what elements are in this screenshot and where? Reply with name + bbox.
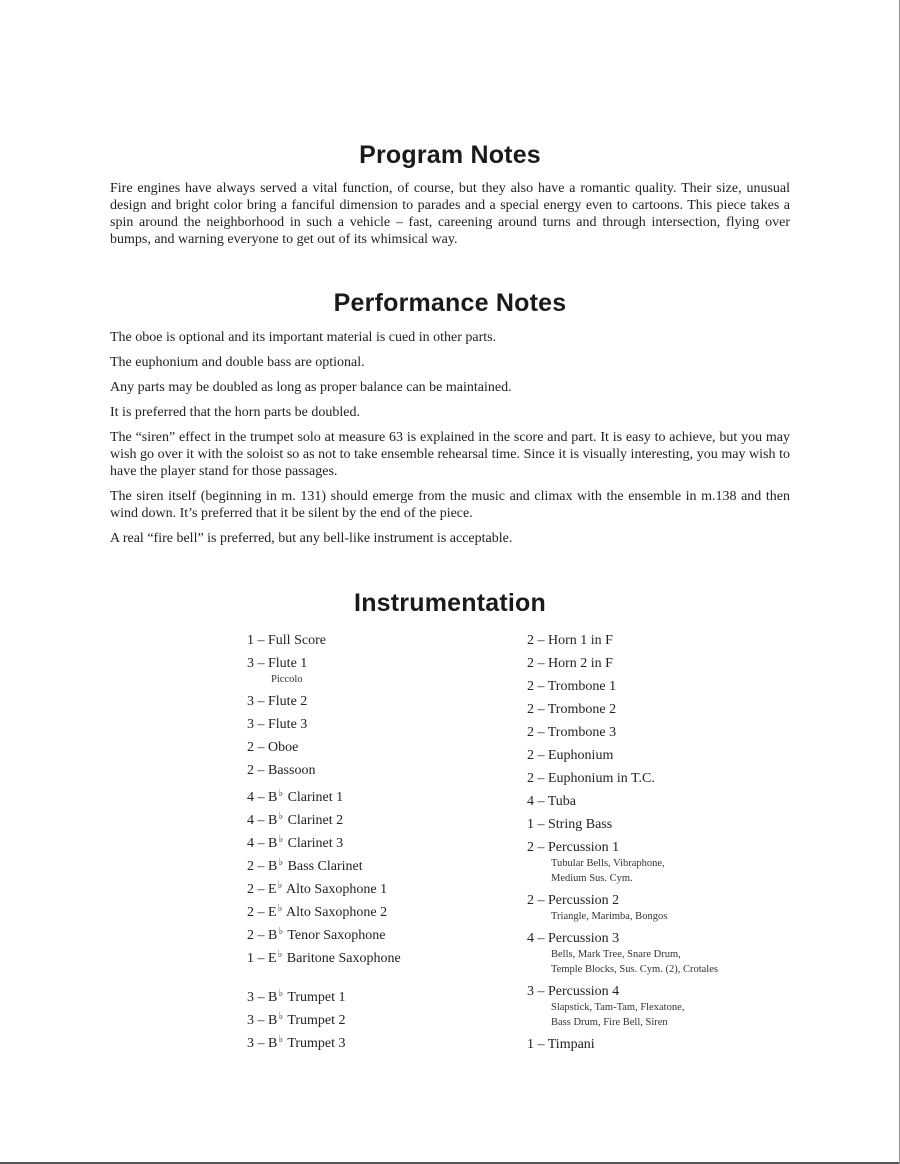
flat-sign-icon: ♭ bbox=[278, 788, 284, 799]
instrument-entry bbox=[527, 678, 787, 695]
instrument-line: 2 – Percussion 2 bbox=[527, 893, 620, 908]
instrument-name: Euphonium bbox=[548, 748, 614, 763]
instrument-entry bbox=[247, 739, 487, 756]
instrument-line: 1 – E♭ Baritone Saxophone bbox=[247, 949, 401, 966]
instrument-key: B bbox=[268, 990, 278, 1005]
instrument-name: Flute 1 bbox=[268, 656, 308, 671]
performance-note-paragraph: The “siren” effect in the trumpet solo at measure 63 is explained in the score and part. It is easy to achieve, but you may wish go over it with the soloist so as not to take ensemble rehearsal time. Since it is visually interesting, you may wish to have the player stand for those passages. bbox=[110, 430, 790, 479]
performance-note-paragraph: The siren itself (beginning in m. 131) should emerge from the music and climax with the ensemble in m.138 and then wind down. It’s preferred that it be silent by the end of the piece. bbox=[110, 489, 790, 521]
flat-sign-icon: ♭ bbox=[278, 988, 284, 999]
instrument-line: 3 – B♭ Trumpet 1 bbox=[247, 988, 346, 1005]
instrument-entry bbox=[247, 923, 487, 943]
instrument-count: 2 bbox=[527, 725, 534, 740]
instrument-line: 2 – Percussion 1 bbox=[527, 840, 620, 855]
instrument-line: 2 – Bassoon bbox=[247, 763, 316, 778]
instrument-detail: Temple Blocks, Sus. Cym. (2), Crotales bbox=[551, 964, 718, 975]
flat-sign-icon: ♭ bbox=[277, 880, 283, 891]
instrument-line: 2 – E♭ Alto Saxophone 2 bbox=[247, 903, 388, 920]
instrument-entry bbox=[527, 655, 787, 672]
instrument-count: 2 bbox=[247, 928, 254, 943]
instrument-line: 1 – Full Score bbox=[247, 633, 326, 648]
instrument-line: 4 – B♭ Clarinet 1 bbox=[247, 788, 344, 805]
instrument-entry bbox=[247, 831, 487, 851]
instrument-name: Alto Saxophone 2 bbox=[286, 905, 388, 920]
instrument-entry bbox=[527, 747, 787, 764]
instrument-key: E bbox=[268, 905, 277, 920]
instrument-entry bbox=[527, 930, 787, 977]
instrument-name: Trumpet 2 bbox=[287, 1013, 346, 1028]
instrument-line: 2 – Euphonium in T.C. bbox=[527, 771, 655, 786]
instrument-count: 4 bbox=[247, 790, 254, 805]
instrument-count: 2 bbox=[527, 702, 534, 717]
instrument-name: Full Score bbox=[268, 633, 326, 648]
instrument-line: 4 – Percussion 3 bbox=[527, 931, 620, 946]
instrument-name: Trombone 2 bbox=[547, 702, 617, 717]
instrument-count: 3 bbox=[527, 984, 534, 999]
instrument-count: 3 bbox=[247, 717, 254, 732]
performance-note-paragraph: The oboe is optional and its important material is cued in other parts. bbox=[110, 330, 497, 345]
instrument-entry bbox=[527, 892, 787, 924]
instrument-entry bbox=[247, 946, 487, 966]
instrument-count: 4 bbox=[527, 794, 534, 809]
instrument-entry bbox=[527, 839, 787, 886]
instrument-line: 2 – Horn 1 in F bbox=[527, 633, 613, 648]
performance-note-paragraph: Any parts may be doubled as long as proper balance can be maintained. bbox=[110, 380, 512, 395]
flat-sign-icon: ♭ bbox=[278, 857, 284, 868]
instrument-entry bbox=[247, 900, 487, 920]
instrument-detail: Bells, Mark Tree, Snare Drum, bbox=[551, 949, 681, 960]
instrument-count: 2 bbox=[527, 771, 534, 786]
instrument-line: 2 – Trombone 2 bbox=[527, 702, 617, 717]
instrument-entry bbox=[247, 632, 487, 649]
instrument-entry bbox=[247, 655, 487, 687]
instrument-entry bbox=[247, 1008, 487, 1028]
instrument-line: 3 – B♭ Trumpet 3 bbox=[247, 1034, 346, 1051]
instrument-line: 3 – Percussion 4 bbox=[527, 984, 620, 999]
instrument-name: String Bass bbox=[548, 817, 613, 832]
instrument-name: Timpani bbox=[547, 1037, 595, 1052]
instrument-line: 2 – B♭ Tenor Saxophone bbox=[247, 926, 386, 943]
instrument-name: Clarinet 3 bbox=[287, 836, 344, 851]
instrument-line: 2 – B♭ Bass Clarinet bbox=[247, 857, 363, 874]
instrument-key: B bbox=[268, 859, 278, 874]
flat-sign-icon: ♭ bbox=[278, 834, 284, 845]
instrument-name: Clarinet 2 bbox=[287, 813, 344, 828]
instrument-line: 4 – Tuba bbox=[527, 794, 577, 809]
instrument-key: B bbox=[268, 1013, 278, 1028]
flat-sign-icon: ♭ bbox=[278, 926, 284, 937]
instrument-entry bbox=[527, 1036, 787, 1053]
instrument-name: Flute 2 bbox=[268, 694, 308, 709]
instrumentation-left-column bbox=[247, 632, 487, 1054]
instrument-entry bbox=[527, 701, 787, 718]
instrument-entry bbox=[247, 762, 487, 779]
flat-sign-icon: ♭ bbox=[278, 1034, 284, 1045]
instrument-entry bbox=[247, 877, 487, 897]
instrument-key: E bbox=[268, 882, 277, 897]
instrument-count: 2 bbox=[247, 763, 254, 778]
instrument-name: Clarinet 1 bbox=[287, 790, 344, 805]
instrument-detail: Triangle, Marimba, Bongos bbox=[551, 911, 668, 922]
instrument-line: 2 – Oboe bbox=[247, 740, 299, 755]
instrument-count: 1 bbox=[527, 1037, 534, 1052]
instrument-name: Percussion 3 bbox=[548, 931, 620, 946]
instrument-count: 2 bbox=[527, 840, 534, 855]
instrument-count: 2 bbox=[527, 656, 534, 671]
program-notes-text: Fire engines have always served a vital function, of course, but they also have a romantic quality. Their size, unusual design and bright color bring a fanciful dimension to parades and a special energy even to cartoons. This piece takes a spin around the neighborhood in such a vehicle – fast, careening around turns and through intersection, flying over bumps, and warning everyone to get out of its whimsical way. bbox=[110, 181, 790, 247]
instrument-entry bbox=[247, 808, 487, 828]
instrument-key: B bbox=[268, 836, 278, 851]
instrument-count: 2 bbox=[247, 859, 254, 874]
instrument-name: Oboe bbox=[268, 740, 299, 755]
flat-sign-icon: ♭ bbox=[278, 1011, 284, 1022]
instrument-entry bbox=[247, 716, 487, 733]
instrument-name: Bass Clarinet bbox=[287, 859, 363, 874]
instrument-entry bbox=[527, 724, 787, 741]
instrument-line: 2 – Horn 2 in F bbox=[527, 656, 613, 671]
instrument-line: 3 – Flute 3 bbox=[247, 717, 308, 732]
instrument-line: 2 – Trombone 1 bbox=[527, 679, 617, 694]
instrument-name: Bassoon bbox=[268, 763, 316, 778]
instrument-count: 2 bbox=[527, 748, 534, 763]
instrument-count: 2 bbox=[527, 679, 534, 694]
instrument-entry bbox=[247, 1031, 487, 1051]
instrument-count: 1 bbox=[247, 951, 254, 966]
instrument-count: 4 bbox=[247, 813, 254, 828]
instrument-count: 4 bbox=[247, 836, 254, 851]
instrumentation-right-column bbox=[527, 632, 787, 1059]
instrument-entry bbox=[527, 816, 787, 833]
instrument-count: 2 bbox=[247, 905, 254, 920]
performance-note-paragraph: The euphonium and double bass are optional. bbox=[110, 355, 365, 370]
instrument-name: Horn 1 in F bbox=[548, 633, 613, 648]
instrument-line: 3 – Flute 1 bbox=[247, 656, 308, 671]
instrumentation-heading: Instrumentation bbox=[354, 589, 546, 617]
instrument-count: 2 bbox=[247, 882, 254, 897]
instrument-name: Trumpet 3 bbox=[287, 1036, 346, 1051]
instrument-count: 4 bbox=[527, 931, 534, 946]
instrument-entry bbox=[247, 785, 487, 805]
instrument-line: 4 – B♭ Clarinet 3 bbox=[247, 834, 344, 851]
instrument-name: Tenor Saxophone bbox=[287, 928, 386, 943]
instrument-detail: Piccolo bbox=[271, 674, 303, 685]
instrument-count: 2 bbox=[527, 893, 534, 908]
instrument-count: 3 bbox=[247, 656, 254, 671]
instrument-name: Trombone 1 bbox=[547, 679, 617, 694]
instrument-key: E bbox=[268, 951, 277, 966]
instrument-line: 1 – String Bass bbox=[527, 817, 613, 832]
instrument-entry bbox=[527, 793, 787, 810]
instrument-line: 3 – Flute 2 bbox=[247, 694, 308, 709]
instrument-name: Trumpet 1 bbox=[287, 990, 346, 1005]
instrument-count: 2 bbox=[527, 633, 534, 648]
instrument-name: Percussion 4 bbox=[548, 984, 620, 999]
instrument-key: B bbox=[268, 813, 278, 828]
instrument-entry bbox=[527, 632, 787, 649]
instrument-line: 1 – Timpani bbox=[527, 1037, 595, 1052]
instrument-name: Horn 2 in F bbox=[548, 656, 613, 671]
instrument-name: Euphonium in T.C. bbox=[548, 771, 655, 786]
instrument-line: 2 – E♭ Alto Saxophone 1 bbox=[247, 880, 388, 897]
instrument-name: Tuba bbox=[547, 794, 577, 809]
instrument-name: Percussion 2 bbox=[548, 893, 620, 908]
instrument-name: Flute 3 bbox=[268, 717, 308, 732]
instrument-line: 3 – B♭ Trumpet 2 bbox=[247, 1011, 346, 1028]
instrument-name: Percussion 1 bbox=[548, 840, 620, 855]
performance-note-paragraph: It is preferred that the horn parts be doubled. bbox=[110, 405, 360, 420]
instrument-line: 2 – Trombone 3 bbox=[527, 725, 617, 740]
instrument-detail: Bass Drum, Fire Bell, Siren bbox=[551, 1017, 668, 1028]
flat-sign-icon: ♭ bbox=[278, 811, 284, 822]
instrument-name: Baritone Saxophone bbox=[286, 951, 401, 966]
instrument-count: 3 bbox=[247, 990, 254, 1005]
performance-notes-heading: Performance Notes bbox=[333, 289, 567, 317]
flat-sign-icon: ♭ bbox=[277, 949, 283, 960]
instrument-entry bbox=[527, 770, 787, 787]
instrument-name: Trombone 3 bbox=[547, 725, 617, 740]
instrument-count: 2 bbox=[247, 740, 254, 755]
instrument-line: 2 – Euphonium bbox=[527, 748, 614, 763]
instrument-entry bbox=[527, 983, 787, 1030]
instrument-count: 3 bbox=[247, 1036, 254, 1051]
flat-sign-icon: ♭ bbox=[277, 903, 283, 914]
instrument-key: B bbox=[268, 928, 278, 943]
instrument-entry bbox=[247, 693, 487, 710]
instrument-line: 4 – B♭ Clarinet 2 bbox=[247, 811, 344, 828]
instrument-key: B bbox=[268, 1036, 278, 1051]
instrument-entry bbox=[247, 985, 487, 1005]
instrument-detail: Slapstick, Tam-Tam, Flexatone, bbox=[551, 1002, 685, 1013]
instrument-key: B bbox=[268, 790, 278, 805]
instrument-count: 1 bbox=[247, 633, 254, 648]
instrument-detail: Tubular Bells, Vibraphone, bbox=[551, 858, 665, 869]
instrument-detail: Medium Sus. Cym. bbox=[551, 873, 633, 884]
program-notes-heading: Program Notes bbox=[359, 141, 541, 169]
instrument-count: 3 bbox=[247, 694, 254, 709]
instrument-entry bbox=[247, 854, 487, 874]
instrument-count: 1 bbox=[527, 817, 534, 832]
instrument-name: Alto Saxophone 1 bbox=[286, 882, 388, 897]
performance-notes-list bbox=[110, 329, 790, 555]
instrument-count: 3 bbox=[247, 1013, 254, 1028]
performance-note-paragraph: A real “fire bell” is preferred, but any bell-like instrument is acceptable. bbox=[110, 531, 513, 546]
